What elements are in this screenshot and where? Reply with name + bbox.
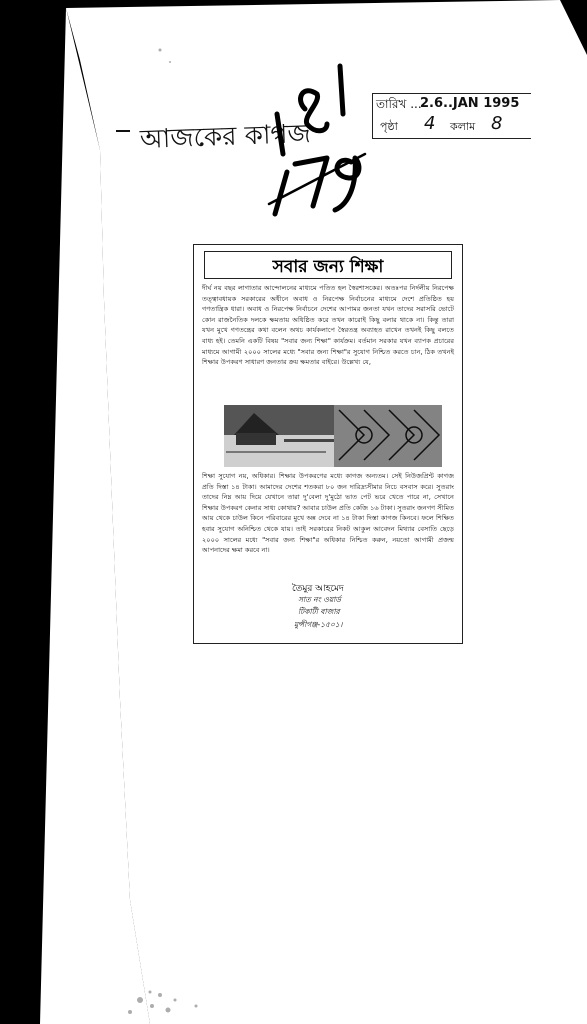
author-address-line: টিকাটী বাজার bbox=[298, 607, 340, 616]
article-photo bbox=[224, 405, 442, 467]
dash-mark bbox=[116, 130, 130, 132]
article-paragraph-1: দীর্ঘ নয় বছর লাগাতার আন্দোলনের মাধ্যমে পতিত হল স্বৈরশাসকের। অতঃপর নির্দলীয় নিরপেক্ষ তত্ত্বাবধায়ক সরকারের অধীনে অবাধ ও নিরপেক্ষ নির্বাচনের মাধ্যমে দেশে প্রতিষ্ঠিত হয় গণতান্ত্রিক ধারা। অবাধ ও নিরপেক্ষ নির্বাচনে দেশের আপামর জনতা যখন তাদের সরাসরি ভোটে কোন রাজনৈতিক দলকে ক্ষমতায় অধিষ্ঠিত করে তখন কারোই কিছু বলার থাকে না। কিন্তু তারা যখন মুখে গণতন্ত্রের কথা বলেন অথচ কার্যকলাপে স্বৈরতন্ত্র অব্যাহত রাখেন তখনই কিছু বলতে বাধ্য হই। তেমনি একটি বিষয় "সবার জন্য শিক্ষা" কার্যক্রম। বর্তমান সরকার যখন ব্যাপক প্রচারের মাধ্যমে আগামী ২০০০ সালের মধ্যে "সবার জন্য শিক্ষা"র সুযোগ নিশ্চিত করতে চান, ঠিক তখনই শিক্ষার উপকরণ সাধারণ জনতার ক্রয় ক্ষমতার বাইরে। উল্লেখ্য যে, bbox=[202, 284, 457, 367]
newspaper-name: আজকের কাগজ bbox=[139, 119, 312, 155]
column-label: কলাম bbox=[450, 120, 476, 133]
page-label: পৃষ্ঠা bbox=[380, 120, 398, 133]
article-title: সবার জন্য শিক্ষা bbox=[272, 257, 384, 277]
author-address-line: সাত নং ওয়ার্ড bbox=[298, 595, 341, 604]
handwritten-number bbox=[265, 54, 385, 224]
newspaper-clipping bbox=[193, 244, 463, 644]
author-name: তৈমুর আহমেদ bbox=[292, 584, 344, 594]
column-value: 8 bbox=[491, 113, 503, 134]
article-paragraph-2: শিক্ষা সুযোগ নয়, অধিকার। শিক্ষার উপকরণের মধ্যে কাগজ অন্যতম। সেই নিউজপ্রিন্ট কাগজ প্রতি দিস্তা ১৪ টাকা। আমাদের দেশের শতকরা ৮০ জন দারিদ্র্যসীমার নিচে বসবাস করে। সুতরাং তাদের নিম্ন আয় দিয়ে যেখানে তারা দু'বেলা দু'মুঠো ভাত পেট ভরে খেতে পারে না, সেখানে শিক্ষার উপকরণ কেনার সাধ্য কোথায়? আবার চাউল প্রতি কেজি ১৬ টাকা। সুতরাং জনগণ সীমিত আয় থেকে চাউল কিনে পরিবারের মুখে অন্ন দেবে না ১৪ টাকা দিস্তা কাগজ কিনবে। ফলে শিক্ষিত হবার সুযোগ অনিশ্চিত থেকে যায়। তাই সরকারের নিকট আকুল আবেদন মিথ্যার বেসাতি ছেড়ে ২০০০ সালের মধ্যে "সবার জন্য শিক্ষা"র অধিকার নিশ্চিত করুন, নয়তো আগামী প্রজন্ম আপনাদের ক্ষমা করবে না। bbox=[202, 472, 457, 555]
date-value: 2.6..JAN 1995 bbox=[420, 96, 520, 111]
page-value: 4 bbox=[424, 113, 436, 134]
author-address-line: মুন্সীগঞ্জ-১৫০১। bbox=[294, 620, 343, 629]
date-label: তারিখ ... bbox=[376, 97, 422, 111]
title-box bbox=[204, 251, 452, 279]
